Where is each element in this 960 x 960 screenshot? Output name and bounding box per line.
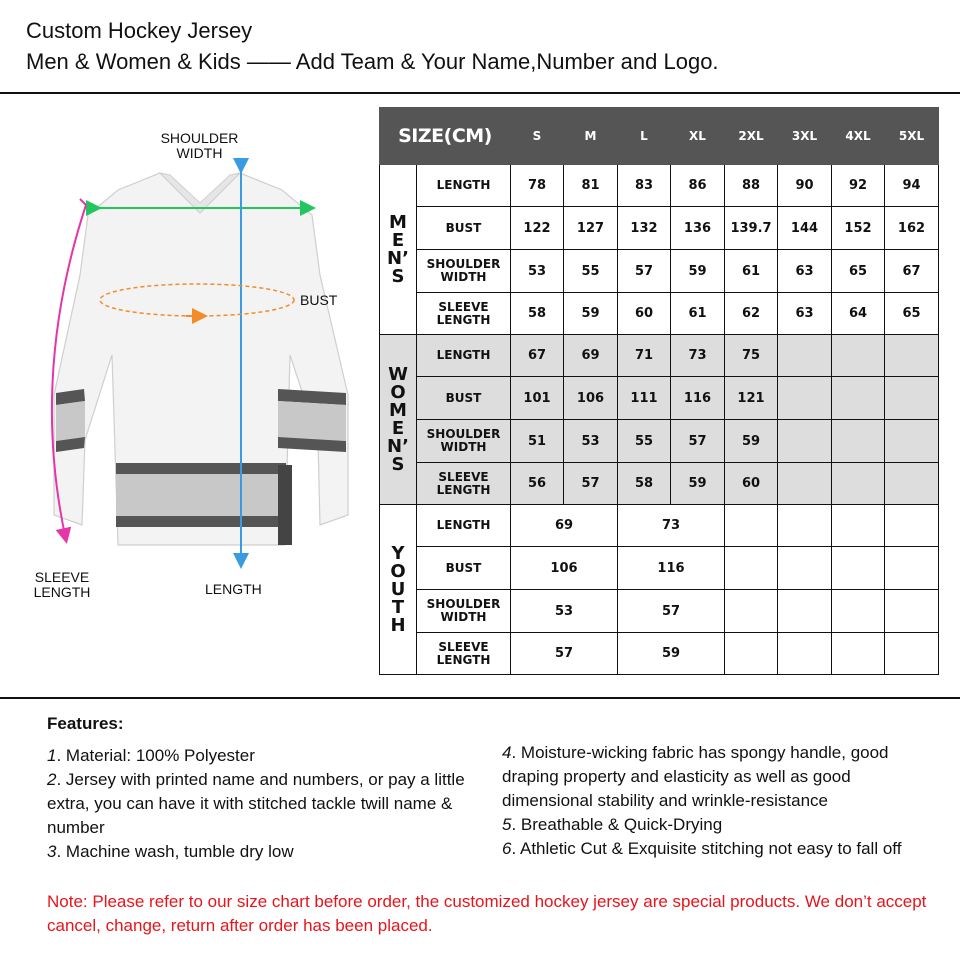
- group-label-letter: M: [389, 211, 407, 233]
- length-label: LENGTH: [205, 581, 262, 597]
- empty-cell: [885, 463, 939, 505]
- value-cell: 90: [778, 165, 832, 207]
- value-cell: 71: [618, 335, 671, 377]
- value-cell: 51: [511, 420, 564, 463]
- table-row: [380, 633, 939, 675]
- empty-cell: [725, 505, 778, 547]
- table-row: [380, 293, 939, 335]
- value-cell: 57: [671, 420, 725, 463]
- empty-cell: [832, 463, 885, 505]
- empty-cell: [885, 590, 939, 633]
- value-cell: 67: [511, 335, 564, 377]
- women-group-label: [380, 335, 417, 505]
- empty-cell: [778, 547, 832, 590]
- empty-cell: [725, 633, 778, 675]
- features-right: [502, 741, 942, 861]
- group-label-letter: T: [391, 596, 405, 618]
- value-cell: 69: [564, 335, 618, 377]
- group-label-letter: U: [390, 578, 406, 600]
- empty-cell: [725, 547, 778, 590]
- value-cell: 78: [511, 165, 564, 207]
- metric-label: BUST: [417, 377, 511, 420]
- value-cell: 63: [778, 250, 832, 293]
- empty-cell: [832, 377, 885, 420]
- value-cell: 59: [671, 463, 725, 505]
- value-cell: 57: [511, 633, 618, 675]
- value-cell: 122: [511, 207, 564, 250]
- empty-cell: [778, 377, 832, 420]
- youth-section: [380, 505, 939, 675]
- size-col-header: 2XL: [725, 108, 778, 165]
- group-label-letter: N’: [387, 435, 409, 457]
- table-row: [380, 547, 939, 590]
- empty-cell: [885, 547, 939, 590]
- value-cell: 94: [885, 165, 939, 207]
- bust-label: BUST: [300, 292, 338, 308]
- value-cell: 57: [564, 463, 618, 505]
- value-cell: 127: [564, 207, 618, 250]
- size-col-header: 4XL: [832, 108, 885, 165]
- value-cell: 81: [564, 165, 618, 207]
- value-cell: 73: [618, 505, 725, 547]
- feature-item: 2. Jersey with printed name and numbers, or pay a little extra, you can have it with stitched tackle twill name & number: [47, 770, 465, 837]
- value-cell: 62: [725, 293, 778, 335]
- metric-label: LENGTH: [417, 505, 511, 547]
- features-title: Features:: [47, 714, 124, 733]
- empty-cell: [885, 335, 939, 377]
- value-cell: 92: [832, 165, 885, 207]
- empty-cell: [778, 633, 832, 675]
- value-cell: 106: [511, 547, 618, 590]
- table-row: [380, 335, 939, 377]
- value-cell: 67: [885, 250, 939, 293]
- metric-label: BUST: [417, 547, 511, 590]
- metric-label: SLEEVE LENGTH: [417, 463, 511, 505]
- women-section: [380, 335, 939, 505]
- feature-item: 3. Machine wash, tumble dry low: [47, 842, 294, 861]
- jersey-illustration: [0, 95, 375, 695]
- group-label-letter: N’: [387, 247, 409, 269]
- value-cell: 59: [564, 293, 618, 335]
- sleeve-length-label: SLEEVE LENGTH: [33, 569, 91, 600]
- empty-cell: [885, 420, 939, 463]
- value-cell: 58: [618, 463, 671, 505]
- empty-cell: [832, 633, 885, 675]
- value-cell: 57: [618, 250, 671, 293]
- metric-label: LENGTH: [417, 165, 511, 207]
- group-label-letter: S: [391, 265, 405, 287]
- empty-cell: [778, 505, 832, 547]
- empty-cell: [725, 590, 778, 633]
- table-row: [380, 463, 939, 505]
- value-cell: 121: [725, 377, 778, 420]
- page-title: Custom Hockey Jersey: [26, 18, 253, 43]
- metric-label: LENGTH: [417, 335, 511, 377]
- empty-cell: [778, 590, 832, 633]
- metric-label: SHOULDER WIDTH: [417, 420, 511, 463]
- value-cell: 144: [778, 207, 832, 250]
- value-cell: 83: [618, 165, 671, 207]
- table-row: [380, 590, 939, 633]
- value-cell: 162: [885, 207, 939, 250]
- group-label-letter: E: [391, 417, 405, 439]
- size-table: [379, 107, 939, 675]
- value-cell: 59: [671, 250, 725, 293]
- value-cell: 116: [671, 377, 725, 420]
- value-cell: 152: [832, 207, 885, 250]
- value-cell: 53: [564, 420, 618, 463]
- feature-item: 6. Athletic Cut & Exquisite stitching not easy to fall off: [502, 839, 902, 858]
- empty-cell: [885, 505, 939, 547]
- metric-label: BUST: [417, 207, 511, 250]
- value-cell: 60: [725, 463, 778, 505]
- value-cell: 111: [618, 377, 671, 420]
- table-row: [380, 505, 939, 547]
- metric-label: SLEEVE LENGTH: [417, 293, 511, 335]
- value-cell: 65: [885, 293, 939, 335]
- value-cell: 61: [671, 293, 725, 335]
- size-col-header: S: [511, 108, 564, 165]
- men-group-label: [380, 165, 417, 335]
- value-cell: 101: [511, 377, 564, 420]
- empty-cell: [778, 335, 832, 377]
- group-label-letter: W: [388, 363, 408, 385]
- group-label-letter: E: [391, 229, 405, 251]
- value-cell: 63: [778, 293, 832, 335]
- value-cell: 136: [671, 207, 725, 250]
- value-cell: 55: [618, 420, 671, 463]
- value-cell: 55: [564, 250, 618, 293]
- value-cell: 57: [618, 590, 725, 633]
- table-row: [380, 377, 939, 420]
- value-cell: 64: [832, 293, 885, 335]
- value-cell: 56: [511, 463, 564, 505]
- value-cell: 139.7: [725, 207, 778, 250]
- group-label-letter: H: [390, 614, 406, 636]
- empty-cell: [832, 505, 885, 547]
- group-label-letter: O: [390, 381, 406, 403]
- page-subtitle: Men & Women & Kids —— Add Team & Your Name,Number and Logo.: [26, 49, 719, 74]
- youth-group-label: [380, 505, 417, 675]
- value-cell: 59: [725, 420, 778, 463]
- empty-cell: [832, 335, 885, 377]
- size-col-header: L: [618, 108, 671, 165]
- empty-cell: [832, 590, 885, 633]
- top-divider: [0, 92, 960, 94]
- size-col-header: M: [564, 108, 618, 165]
- size-cm-header: SIZE(CM): [380, 108, 511, 165]
- size-col-header: XL: [671, 108, 725, 165]
- value-cell: 86: [671, 165, 725, 207]
- size-col-header: 3XL: [778, 108, 832, 165]
- value-cell: 60: [618, 293, 671, 335]
- table-row: [380, 207, 939, 250]
- empty-cell: [832, 547, 885, 590]
- value-cell: 61: [725, 250, 778, 293]
- feature-item: 5. Breathable & Quick-Drying: [502, 815, 723, 834]
- men-section: [380, 165, 939, 335]
- empty-cell: [832, 420, 885, 463]
- group-label-letter: M: [389, 399, 407, 421]
- value-cell: 53: [511, 590, 618, 633]
- empty-cell: [885, 377, 939, 420]
- metric-label: SHOULDER WIDTH: [417, 590, 511, 633]
- jersey-diagram: [0, 95, 375, 695]
- group-label-letter: O: [390, 560, 406, 582]
- empty-cell: [885, 633, 939, 675]
- value-cell: 69: [511, 505, 618, 547]
- value-cell: 132: [618, 207, 671, 250]
- value-cell: 75: [725, 335, 778, 377]
- group-label-letter: S: [391, 453, 405, 475]
- value-cell: 53: [511, 250, 564, 293]
- table-row: [380, 165, 939, 207]
- shoulder-width-label: SHOULDER WIDTH: [160, 130, 239, 161]
- value-cell: 59: [618, 633, 725, 675]
- empty-cell: [778, 463, 832, 505]
- metric-label: SLEEVE LENGTH: [417, 633, 511, 675]
- group-label-letter: Y: [391, 542, 405, 564]
- feature-item: 4. Moisture-wicking fabric has spongy handle, good draping property and elasticity as well as good dimensional stability and wrinkle-resistance: [502, 743, 889, 810]
- empty-cell: [778, 420, 832, 463]
- table-header-row: [380, 108, 939, 165]
- value-cell: 73: [671, 335, 725, 377]
- features-left: [47, 744, 477, 864]
- order-note: Note: Please refer to our size chart before order, the customized hockey jersey are special products. We don’t accept cancel, change, return after order has been placed.: [47, 892, 927, 935]
- middle-divider: [0, 697, 960, 699]
- table-row: [380, 420, 939, 463]
- table-row: [380, 250, 939, 293]
- feature-item: 1. Material: 100% Polyester: [47, 746, 255, 765]
- size-col-header: 5XL: [885, 108, 939, 165]
- value-cell: 116: [618, 547, 725, 590]
- value-cell: 65: [832, 250, 885, 293]
- value-cell: 88: [725, 165, 778, 207]
- metric-label: SHOULDER WIDTH: [417, 250, 511, 293]
- value-cell: 106: [564, 377, 618, 420]
- value-cell: 58: [511, 293, 564, 335]
